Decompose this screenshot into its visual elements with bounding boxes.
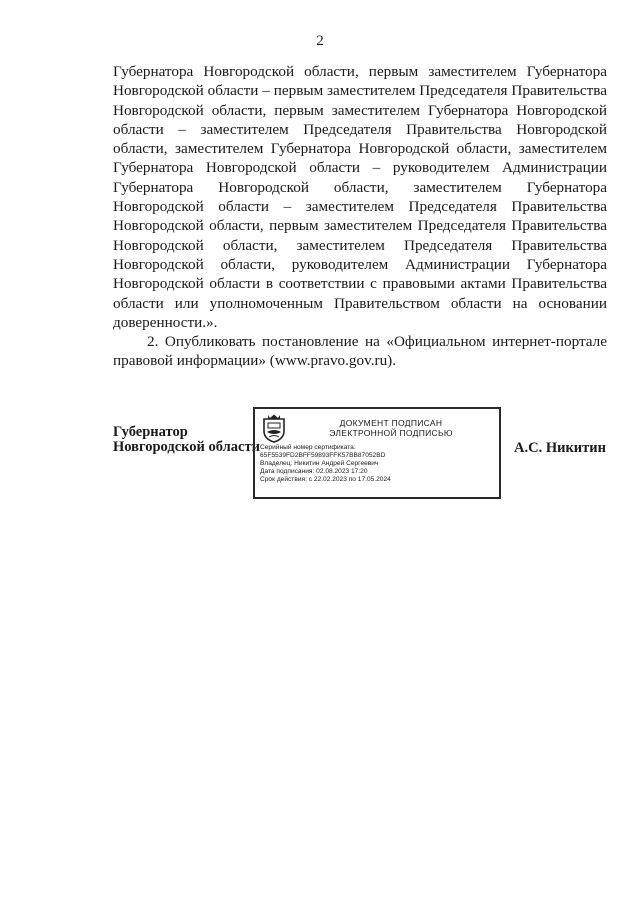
signatory-name: А.С. Никитин: [514, 440, 606, 456]
stamp-title: [288, 418, 494, 438]
paragraph-continuation: Губернатора Новгородской области, первым заместителем Губернатора Новгородской области – первым заместителем Председателя Правительства Новгородской области, первым заместителем Губернатора Новгородской области – заместителем Председателя Правительства Новгородской области, заместителем Губернатора Новгородской области, заместителем Губернатора Новгородской области – руководителем Администрации Губернатора Новгородской области, заместителем Губернатора Новгородской области – заместителем Председателя Правительства Новгородской области, первым заместителем Председателя Правительства Новгородской области, заместителем Председателя Правительства Новгородской области, руководителем Администрации Губернатора Новгородской области в соответствии с правовыми актами Правительства области или уполномоченным Правительством области на основании доверенности.».: [113, 63, 607, 331]
stamp-title-line-1: ДОКУМЕНТ ПОДПИСАН: [339, 418, 443, 428]
electronic-signature-stamp: [253, 407, 501, 499]
signatory-position: [113, 425, 260, 455]
document-body: [113, 62, 607, 371]
signatory-position-line-1: Губернатор: [113, 424, 188, 440]
signatory-position-line-2: Новгородской области: [113, 439, 260, 455]
stamp-header: [260, 412, 494, 444]
stamp-validity: Срок действия: с 22.02.2023 по 17.05.2024: [260, 476, 391, 483]
page-number: 2: [316, 33, 324, 49]
stamp-title-line-2: ЭЛЕКТРОННОЙ ПОДПИСЬЮ: [329, 428, 453, 438]
paragraph-publish: 2. Опубликовать постановление на «Официальном интернет-портале правовой информации» (www.pravo.gov.ru).: [113, 333, 607, 370]
coat-of-arms-icon: [260, 413, 288, 443]
stamp-owner: Владелец: Никитин Андрей Сергеевич: [260, 460, 379, 467]
stamp-serial-label: Серийный номер сертификата:: [260, 444, 356, 451]
stamp-signed-date: Дата подписания: 02.08.2023 17:20: [260, 468, 368, 475]
stamp-serial: 65F5539FD2BFF59893FFK57BB87052BD: [260, 452, 386, 459]
